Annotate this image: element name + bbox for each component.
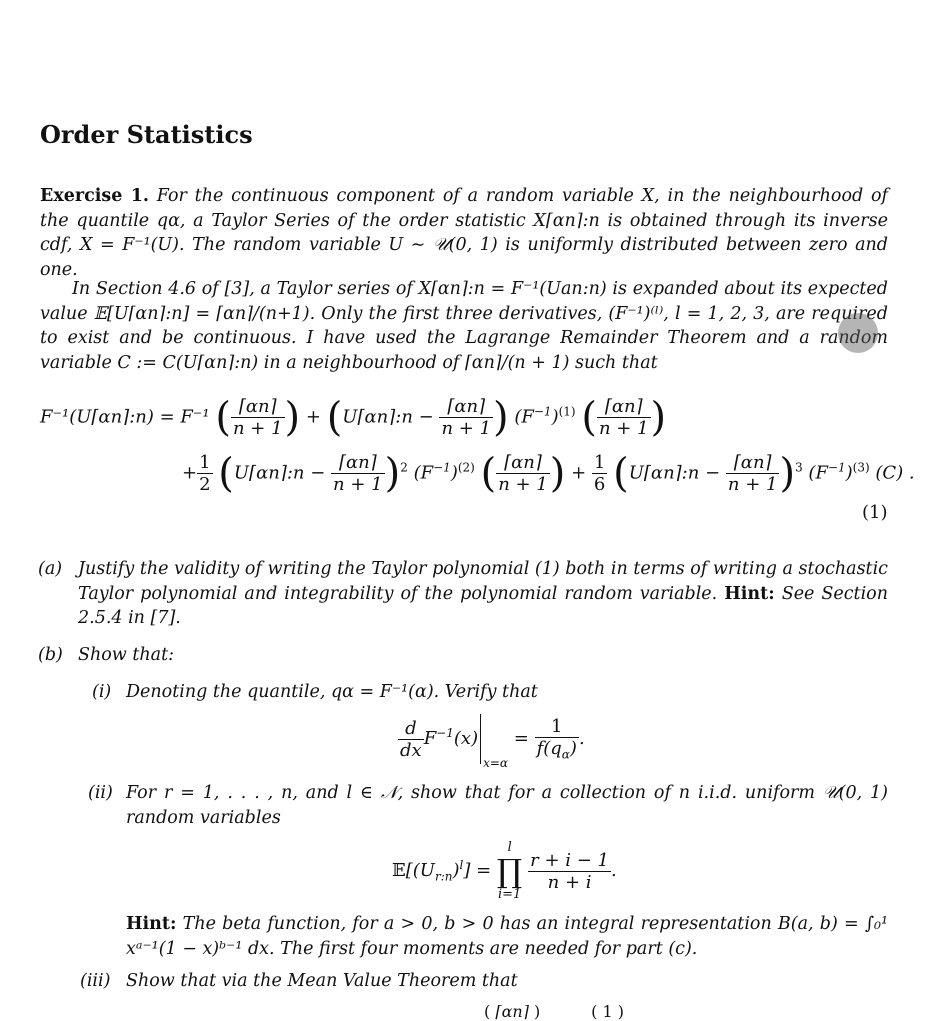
item-i-label: (i) [92, 682, 112, 702]
eq-u: U⌈αn⌉:n [233, 462, 305, 484]
eq-frac-den: n + 1 [232, 418, 283, 439]
item-a-label: (a) [38, 559, 63, 579]
item-ii-label: (ii) [88, 783, 113, 803]
item-i [92, 680, 888, 705]
hint-label: Hint: [126, 914, 177, 934]
exercise-text: For the continuous component of a random variable X, in the neighbourhood of the quantile qα, a Taylor Series of the order statistic X⌈αn⌉:n is obtained through its inverse cdf, X = F⁻¹(U). The random variable U ∼ 𝒰(0, 1) is uniformly distributed between zero and one. [40, 186, 888, 280]
item-b-text: Show that: [78, 645, 175, 665]
item-iii-label: (iii) [80, 971, 111, 991]
derivative-equation: $\frac{d}{dx}$ $F^{-1}(x)_{x=\alpha}$ = $\frac{1}{f(q_\alpha)}$ . [398, 714, 585, 764]
item-a [38, 557, 888, 631]
item-iii-text: Show that via the Mean Value Theorem that [126, 971, 518, 991]
hint-block [126, 912, 888, 961]
eq-frac-den: n + 1 [333, 474, 383, 495]
eq-frac-num: ⌈αn⌉ [496, 452, 550, 474]
item-ii [88, 781, 888, 830]
eq-frac-den: n + 1 [598, 418, 649, 439]
section-title: Order Statistics [40, 120, 253, 149]
equation-line-1: F⁻¹(U⌈αn⌉:n) = F⁻¹ ( $\frac{⌈\alpha n⌉}{n + 1}$ ) + (U⌈αn⌉:n − $\frac{⌈\alpha n⌉}{n + 1}$ ) $(F^{-1})^{(1)}$ ( $\frac{⌈\alpha n⌉}{n + 1}$ ) [40, 394, 667, 441]
moment-equation: $𝔼[(U_{r:n})^l]$ = l ∏ i=1 $\frac{r + i - 1}{n + i}$ . [392, 840, 617, 902]
cut-off-equation: ( ⌈αn⌉ ) ( 1 ) [484, 1002, 624, 1021]
eq-frac-num: ⌈αn⌉ [726, 452, 780, 474]
exercise-statement [40, 184, 888, 282]
eq-frac-num: ⌈αn⌉ [597, 396, 651, 418]
item-a-text: Justify the validity of writing the Taylor polynomial (1) both in terms of writing a stochastic Taylor polynomial and integrability of the polynomial random variable. [78, 559, 888, 604]
exercise-label: Exercise 1. [40, 186, 149, 206]
hint-text: The beta function, for a > 0, b > 0 has an integral representation B(a, b) = ∫₀¹ xᵃ⁻¹(1 − x)ᵇ⁻¹ dx. The first four moments are needed for part (c). [126, 914, 888, 959]
eq-frac-num: ⌈αn⌉ [231, 396, 285, 418]
eq-frac-den: n + 1 [727, 474, 778, 495]
item-a-hint-text: See Section 2.5.4 in [7]. [78, 583, 888, 628]
item-ii-text: For r = 1, . . . , n, and l ∈ 𝒩, show that for a collection of n i.i.d. uniform 𝒰(0, 1) random variables [126, 783, 888, 828]
item-a-hint-label: Hint: [724, 583, 775, 604]
eq-frac-den: n + 1 [441, 418, 492, 439]
eq-u: U⌈αn⌉:n [628, 462, 700, 484]
eq-frac-den: n + 1 [498, 474, 548, 495]
equation-line-2: + $\frac{1}{2}$ (U⌈αn⌉:n − $\frac{⌈\alpha n⌉}{n + 1}$ )$^2$ $(F^{-1})^{(2)}$ ( $\frac{⌈\alpha n⌉}{n + 1}$ ) + $\frac{1}{6}$ (U⌈αn⌉:n − $\frac{⌈\alpha n⌉}{n + 1}$ )$^3$ $(F^{-1})^{(3)}$ (C) . [182, 450, 915, 497]
eq-frac-num: ⌈αn⌉ [439, 396, 493, 418]
item-i-text: Denoting the quantile, qα = F⁻¹(α). Verify that [126, 682, 538, 702]
eq-u: U⌈αn⌉:n [342, 406, 413, 428]
equation-number: (1) [862, 502, 888, 523]
item-b-label: (b) [38, 645, 63, 665]
cursor-indicator [838, 313, 878, 353]
item-b [38, 643, 888, 668]
eq-frac-num: ⌈αn⌉ [331, 452, 385, 474]
eq-lhs: F⁻¹(U⌈αn⌉:n) = F⁻¹ [40, 406, 210, 428]
body-paragraph: In Section 4.6 of [3], a Taylor series of X⌈αn⌉:n = F⁻¹(Uan:n) is expanded about its expected value 𝔼[U⌈αn⌉:n] = ⌈αn⌉/(n+1). Only the first three derivatives, (F⁻¹)⁽ˡ⁾, l = 1, 2, 3, are required to exist and be continuous. I have used the Lagrange Remainder Theorem and a random variable C := C(U⌈αn⌉:n) in a neighbourhood of ⌈αn⌉/(n + 1) such that [40, 279, 888, 373]
item-iii [80, 969, 888, 994]
